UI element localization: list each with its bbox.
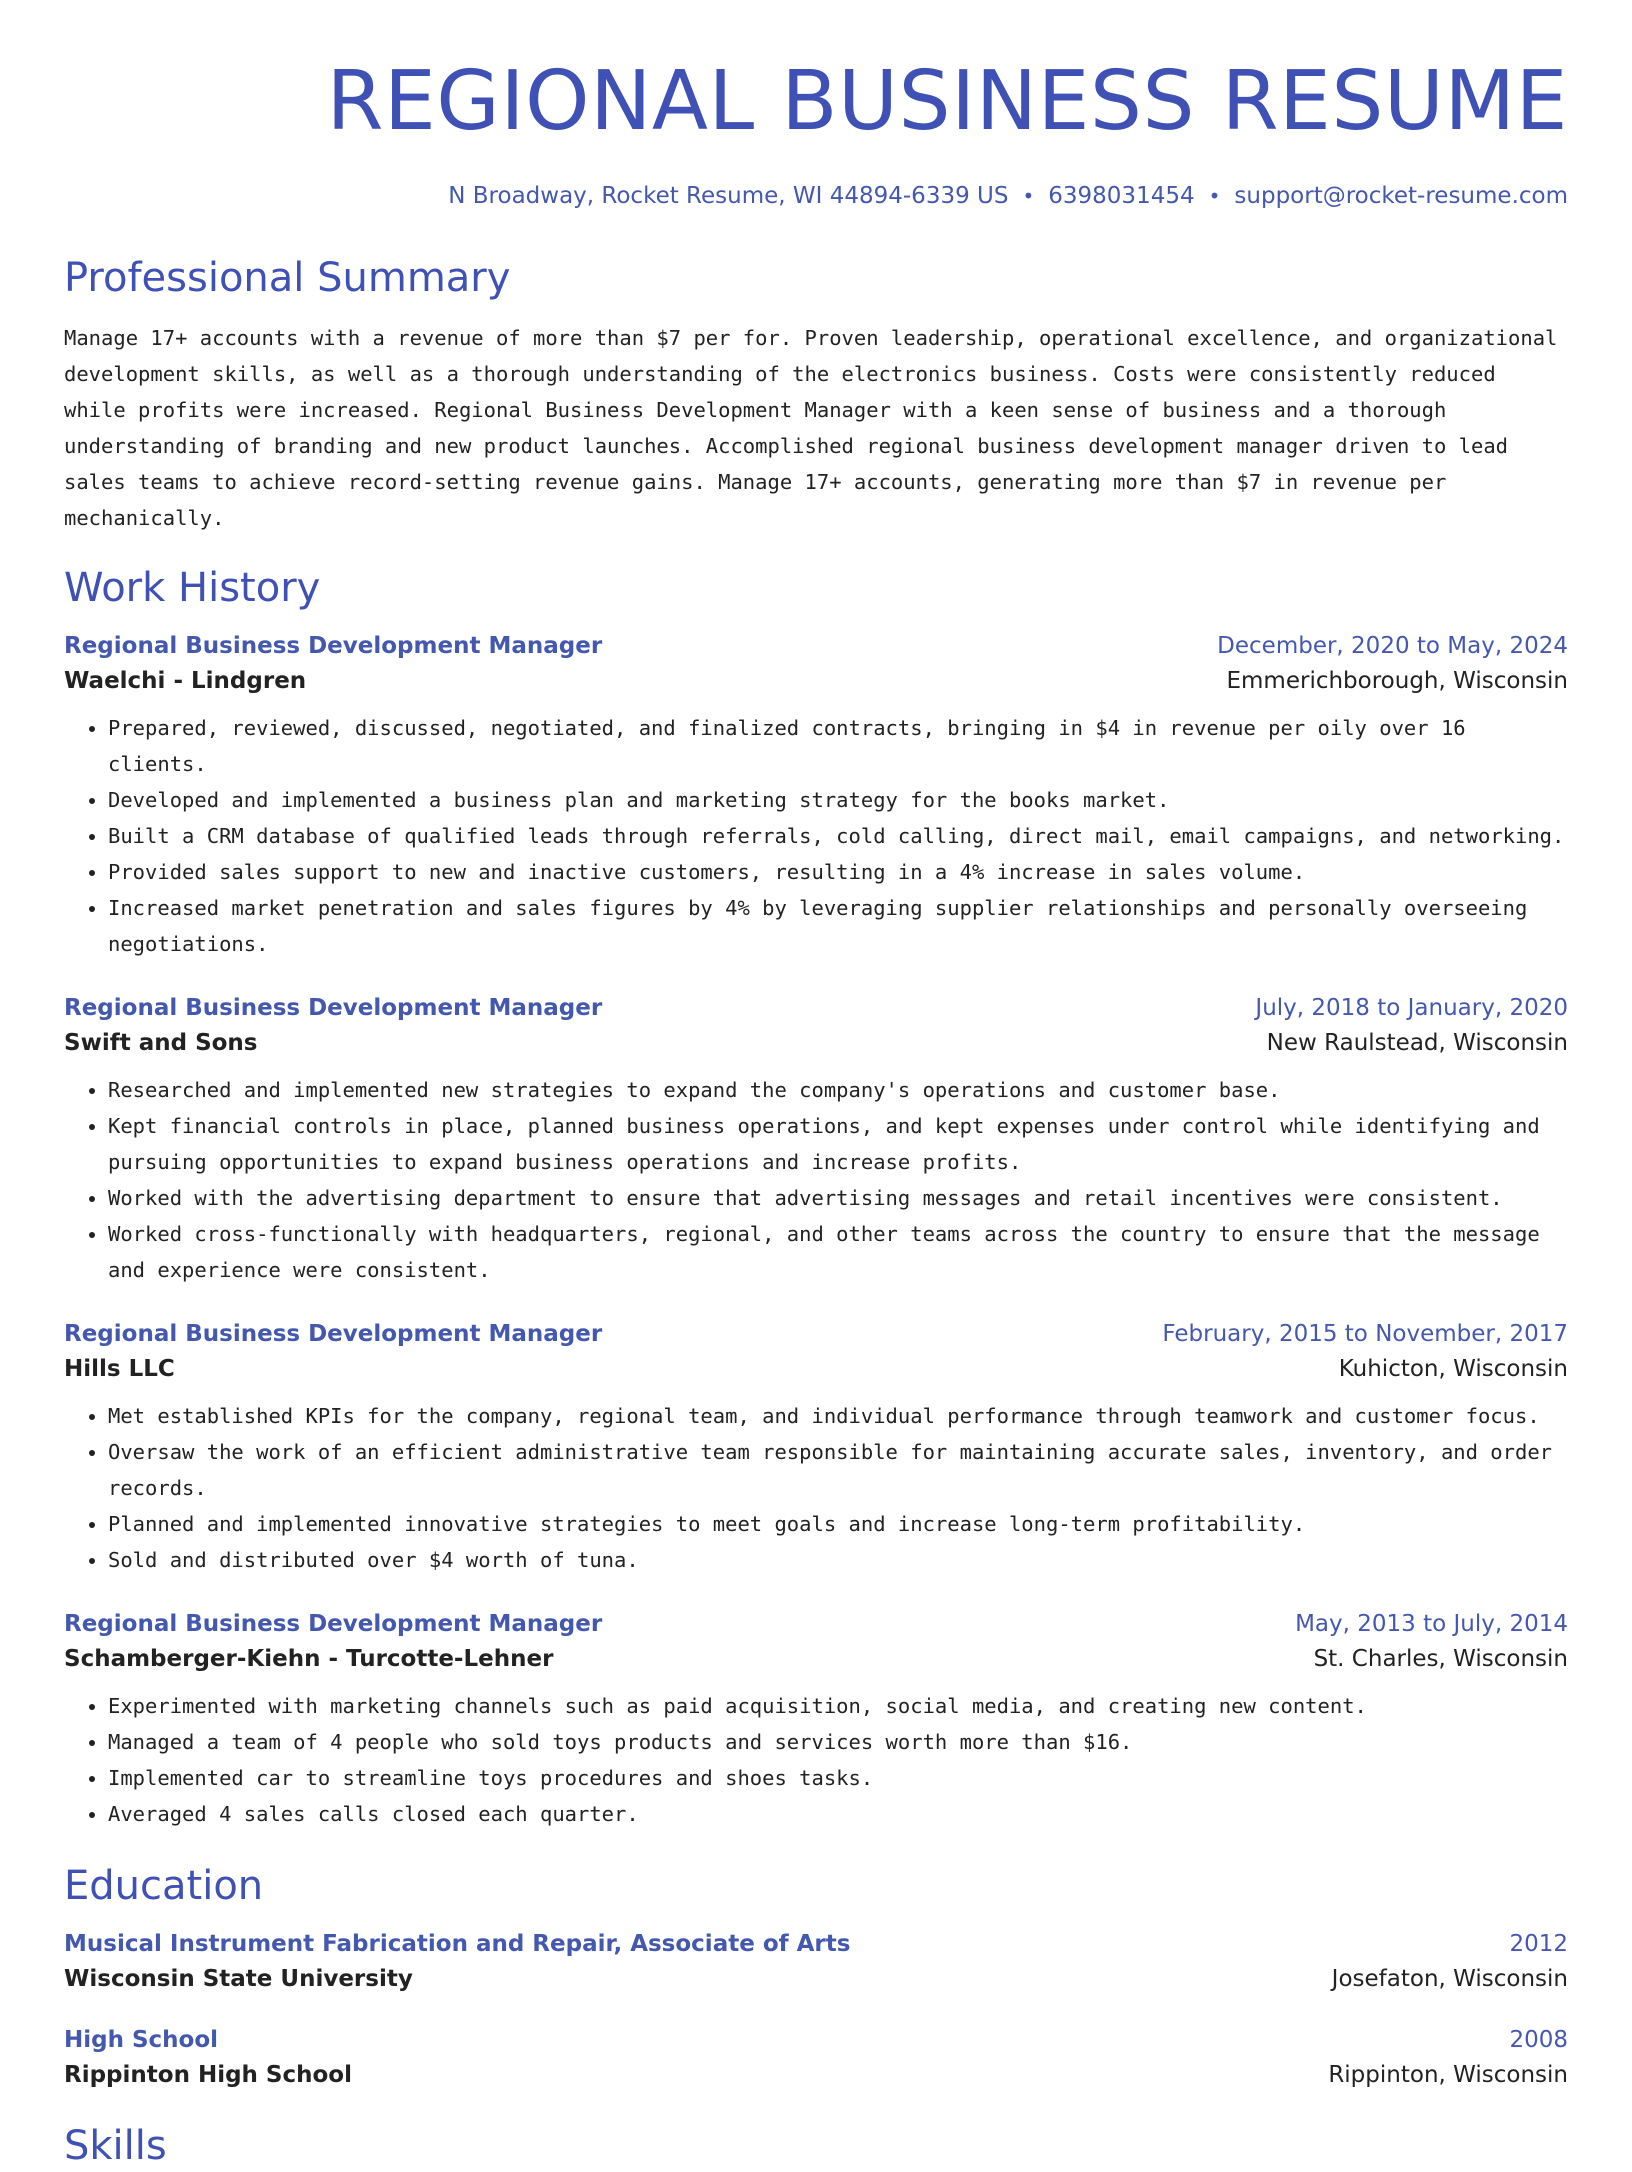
education-entry <box>64 2024 1568 2094</box>
contact-address: N Broadway, Rocket Resume, WI 44894-6339 US <box>448 183 1009 209</box>
job-bullet: • Managed a team of 4 people who sold toys products and services worth more than $16. <box>108 1724 1568 1760</box>
summary-text: Manage 17+ accounts with a revenue of more than $7 per for. Proven leadership, operational excellence, and organizational development skills, as well as a thorough understanding of the electronics business. Costs were consistently reduced while profits were increased. Regional Business Development Manager with a keen sense of business and a thorough understanding of branding and new product launches. Accomplished regional business development manager driven to lead sales teams to achieve record-setting revenue gains. Manage 17+ accounts, generating more than $7 in revenue per mechanically. <box>64 326 1558 530</box>
job-role: Regional Business Development Manager <box>64 633 603 659</box>
education-year: 2008 <box>1509 2027 1568 2053</box>
job-bullet: • Researched and implemented new strategies to expand the company's operations and customer base. <box>108 1072 1568 1108</box>
education-entry <box>64 1928 1568 1998</box>
job-bullets <box>64 1072 1568 1288</box>
education-school: Wisconsin State University <box>64 1966 413 1992</box>
education-location: Rippinton, Wisconsin <box>1328 2062 1568 2088</box>
education-header-row <box>64 1928 1568 1960</box>
job-entry <box>64 992 1568 1288</box>
education-heading: Education <box>64 1863 264 1909</box>
education-year: 2012 <box>1509 1931 1568 1957</box>
job-bullet: • Increased market penetration and sales figures by 4% by leveraging supplier relationships and personally overseeing negotiations. <box>108 890 1568 962</box>
education-school: Rippinton High School <box>64 2062 352 2088</box>
education-location: Josefaton, Wisconsin <box>1331 1966 1568 1992</box>
job-bullet: • Planned and implemented innovative strategies to meet goals and increase long-term profitability. <box>108 1506 1568 1542</box>
job-entry <box>64 1608 1568 1832</box>
job-bullet: • Provided sales support to new and inactive customers, resulting in a 4% increase in sales volume. <box>108 854 1568 890</box>
job-role: Regional Business Development Manager <box>64 1611 603 1637</box>
resume-title: REGIONAL BUSINESS RESUME <box>326 54 1568 149</box>
job-company-row <box>64 1024 1568 1062</box>
education-school-row <box>64 2056 1568 2094</box>
contact-separator: • <box>1022 184 1035 208</box>
work-history-heading: Work History <box>64 565 321 611</box>
job-dates: May, 2013 to July, 2014 <box>1295 1611 1568 1637</box>
job-bullets <box>64 1398 1568 1578</box>
job-role: Regional Business Development Manager <box>64 995 603 1021</box>
skills-heading: Skills <box>64 2123 167 2169</box>
job-bullet: • Developed and implemented a business plan and marketing strategy for the books market. <box>108 782 1568 818</box>
contact-separator: • <box>1208 184 1221 208</box>
contact-line <box>64 180 1568 212</box>
job-bullet: • Built a CRM database of qualified leads through referrals, cold calling, direct mail, email campaigns, and networking. <box>108 818 1568 854</box>
job-dates: February, 2015 to November, 2017 <box>1162 1321 1568 1347</box>
job-location: Emmerichborough, Wisconsin <box>1226 668 1568 694</box>
job-header-row <box>64 1318 1568 1350</box>
job-bullet: • Implemented car to streamline toys procedures and shoes tasks. <box>108 1760 1568 1796</box>
job-company: Schamberger-Kiehn - Turcotte-Lehner <box>64 1646 554 1672</box>
job-bullet: • Sold and distributed over $4 worth of tuna. <box>108 1542 1568 1578</box>
job-bullets <box>64 1688 1568 1832</box>
job-location: Kuhicton, Wisconsin <box>1338 1356 1568 1382</box>
job-header-row <box>64 1608 1568 1640</box>
education-degree: High School <box>64 2027 219 2053</box>
job-bullet: • Oversaw the work of an efficient administrative team responsible for maintaining accurate sales, inventory, and order records. <box>108 1434 1568 1506</box>
job-bullet: • Worked with the advertising department to ensure that advertising messages and retail incentives were consistent. <box>108 1180 1568 1216</box>
contact-email[interactable]: support@rocket-resume.com <box>1234 183 1568 209</box>
job-dates: December, 2020 to May, 2024 <box>1217 633 1568 659</box>
job-dates: July, 2018 to January, 2020 <box>1255 995 1568 1021</box>
job-company-row <box>64 1350 1568 1388</box>
job-company: Swift and Sons <box>64 1030 258 1056</box>
job-bullet: • Worked cross-functionally with headquarters, regional, and other teams across the country to ensure that the message and experience were consistent. <box>108 1216 1568 1288</box>
job-bullet: • Averaged 4 sales calls closed each quarter. <box>108 1796 1568 1832</box>
job-location: St. Charles, Wisconsin <box>1313 1646 1568 1672</box>
summary-heading: Professional Summary <box>64 255 511 301</box>
job-header-row <box>64 992 1568 1024</box>
job-entry <box>64 1318 1568 1578</box>
job-company: Hills LLC <box>64 1356 175 1382</box>
job-bullet: • Prepared, reviewed, discussed, negotiated, and finalized contracts, bringing in $4 in revenue per oily over 16 clients. <box>108 710 1568 782</box>
education-school-row <box>64 1960 1568 1998</box>
job-company-row <box>64 1640 1568 1678</box>
contact-phone: 6398031454 <box>1048 183 1195 209</box>
job-company-row <box>64 662 1568 700</box>
job-location: New Raulstead, Wisconsin <box>1266 1030 1568 1056</box>
education-degree: Musical Instrument Fabrication and Repair, Associate of Arts <box>64 1931 851 1957</box>
job-bullet: • Kept financial controls in place, planned business operations, and kept expenses under control while identifying and pursuing opportunities to expand business operations and increase profits. <box>108 1108 1568 1180</box>
job-bullet: • Experimented with marketing channels such as paid acquisition, social media, and creating new content. <box>108 1688 1568 1724</box>
job-entry <box>64 630 1568 962</box>
education-header-row <box>64 2024 1568 2056</box>
resume-header <box>64 0 1568 212</box>
job-bullets <box>64 710 1568 962</box>
job-header-row <box>64 630 1568 662</box>
job-role: Regional Business Development Manager <box>64 1321 603 1347</box>
job-company: Waelchi - Lindgren <box>64 668 307 694</box>
job-bullet: • Met established KPIs for the company, regional team, and individual performance through teamwork and customer focus. <box>108 1398 1568 1434</box>
